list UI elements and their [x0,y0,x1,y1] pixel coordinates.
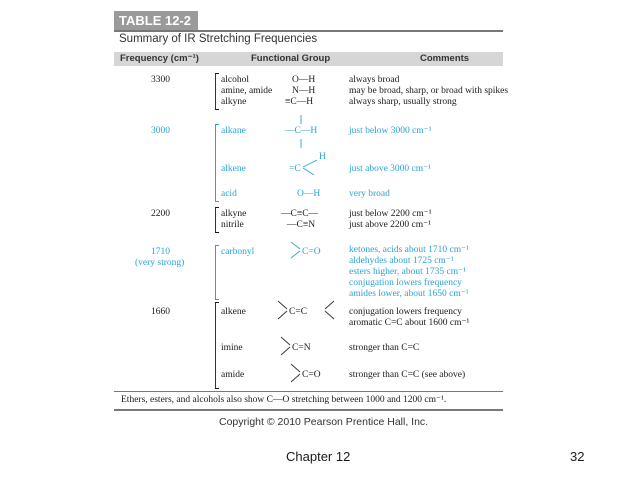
group-acid: acid [221,189,237,199]
struct-imine: C=N [292,343,311,353]
freq-2200: 2200 [151,209,170,219]
footnote: Ethers, esters, and alcohols also show C—O stretching between 1000 and 1200 cm⁻¹. [121,395,447,405]
group-nitrile: nitrile [221,220,244,230]
comment-acid: very broad [349,189,390,199]
table-title: Summary of IR Stretching Frequencies [119,33,318,45]
group-alcohol: alcohol [221,75,249,85]
struct-amide: C=O [302,370,321,380]
struct-nitrile: —C≡N [287,220,316,230]
struct-oh: O—H [292,75,316,85]
freq-1710-note: (very strong) [135,258,185,268]
comment-carbonyl-2: aldehydes about 1725 cm⁻¹ [349,256,454,266]
bracket-3000 [215,124,216,202]
bracket-1710 [215,245,216,300]
freq-3300: 3300 [151,75,170,85]
comment-alkene-ch: just above 3000 cm⁻¹ [349,164,432,174]
group-alkyne-ch: alkyne [221,97,247,107]
struct-alkane: —C—H [285,126,318,136]
chapter-label: Chapter 12 [286,449,351,464]
freq-1660: 1660 [151,307,170,317]
comment-carbonyl-4: conjugation lowers frequency [349,278,462,288]
bracket-3300 [215,73,216,110]
comment-alcohol: always broad [349,75,400,85]
footnote-rule [114,391,503,392]
freq-3000: 3000 [151,126,170,136]
comment-alkane: just below 3000 cm⁻¹ [349,126,432,136]
struct-alkene-h: H [319,152,326,162]
comment-carbonyl-3: esters higher, about 1735 cm⁻¹ [349,267,466,277]
struct-alkyne-ch: ≡C—H [285,97,314,107]
group-alkene: alkene [221,307,246,317]
comment-alkene-1: conjugation lowers frequency [349,307,462,317]
group-amine-amide: amine, amide [221,86,273,96]
struct-alkene-ch: =C [289,164,301,174]
comment-imine: stronger than C=C [349,343,420,353]
bottom-rule [114,409,503,411]
group-imine: imine [221,343,243,353]
struct-alkene-cc: C=C [289,307,308,317]
header-comments: Comments [420,53,470,64]
top-rule [114,30,503,32]
group-alkane: alkane [221,126,246,136]
comment-alkene-2: aromatic C=C about 1600 cm⁻¹ [349,318,470,328]
group-amide: amide [221,370,245,380]
comment-alkyne: just below 2200 cm⁻¹ [349,209,432,219]
comment-nitrile: just above 2200 cm⁻¹ [349,220,432,230]
alkane-bonds-icon [298,115,308,150]
table-badge: TABLE 12-2 [114,11,198,30]
alkene-ch-bonds-icon [302,158,322,178]
group-alkene-ch: alkene [221,164,246,174]
page-number: 32 [570,449,585,464]
freq-1710: 1710 [151,247,170,257]
copyright: Copyright © 2010 Pearson Prentice Hall, Inc. [219,416,429,428]
header-functional-group: Functional Group [251,53,331,64]
struct-carbonyl: C=O [302,247,321,257]
comment-alkyne-ch: always sharp, usually strong [349,97,457,107]
comment-carbonyl-5: amides lower, about 1650 cm⁻¹ [349,289,469,299]
comment-amide: stronger than C=C (see above) [349,370,466,380]
comment-amine-amide: may be broad, sharp, or broad with spikes [349,86,509,96]
bracket-2200 [215,207,216,233]
bracket-1660 [215,302,216,389]
struct-alkyne: —C≡C— [281,209,319,219]
group-alkyne: alkyne [221,209,247,219]
table-header [114,52,503,66]
comment-carbonyl-1: ketones, acids about 1710 cm⁻¹ [349,245,469,255]
struct-nh: N—H [292,86,316,96]
group-carbonyl: carbonyl [221,247,255,257]
struct-acid-oh: O—H [297,189,321,199]
header-frequency: Frequency (cm⁻¹) [120,53,199,64]
